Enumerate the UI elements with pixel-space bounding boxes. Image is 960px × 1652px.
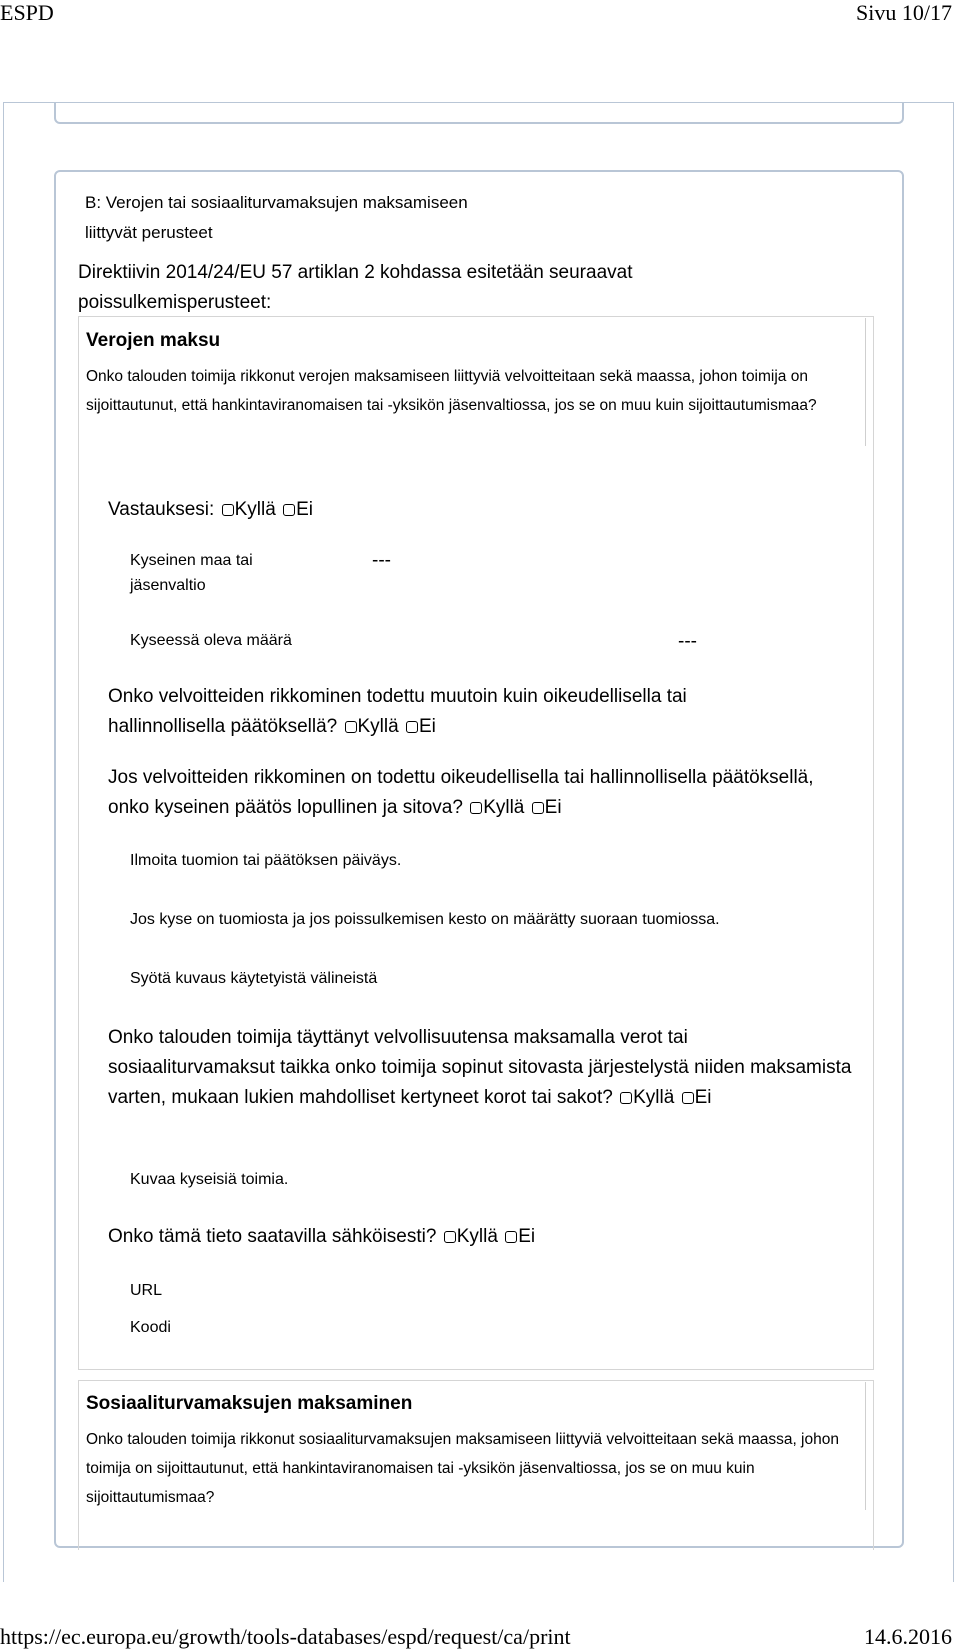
electronic-no-checkbox[interactable] xyxy=(505,1231,517,1243)
question-final-binding xyxy=(108,763,818,823)
tax-criterion-scroll-edge xyxy=(865,318,874,446)
document-title: ESPD xyxy=(0,0,54,25)
footer-date: 14.6.2016 xyxy=(864,1624,952,1649)
question-electronic xyxy=(108,1222,535,1252)
other-means-no-label: Ei xyxy=(418,716,436,737)
amount-value: --- xyxy=(678,631,697,652)
tax-heading: Verojen maksu xyxy=(86,330,221,351)
other-means-no-checkbox[interactable] xyxy=(406,721,418,733)
question-other-means xyxy=(108,682,768,742)
final-binding-yes-label: Kyllä xyxy=(483,797,525,818)
footer-url: https://ec.europa.eu/growth/tools-databases/espd/request/ca/print xyxy=(0,1624,571,1649)
answer-label: Vastauksesi: xyxy=(108,499,215,520)
no-label: Ei xyxy=(296,499,313,520)
section-b-title: B: Verojen tai sosiaaliturvamaksujen maksamiseen liittyvät perusteet xyxy=(85,193,468,242)
yes-checkbox[interactable] xyxy=(222,504,234,516)
final-binding-no-label: Ei xyxy=(544,797,562,818)
question-final-binding-text: Jos velvoitteiden rikkominen on todettu oikeudellisella tai hallinnollisella päätöksellä, onko kyseinen päätös lopullinen ja sitova? xyxy=(108,767,814,818)
question-fulfilled-text: Onko talouden toimija täyttänyt velvollisuutensa maksamalla verot tai sosiaaliturvamaksut taikka onko toimija sopinut sitovasta järjestelystä niiden maksamista varten, mukaan lukien mahdolliset kertyneet korot tai sakot? xyxy=(108,1027,852,1108)
electronic-yes-label: Kyllä xyxy=(456,1226,498,1247)
answer-row xyxy=(108,495,313,525)
fulfilled-yes-label: Kyllä xyxy=(633,1087,675,1108)
electronic-no-label: Ei xyxy=(518,1226,536,1247)
social-heading: Sosiaaliturvamaksujen maksaminen xyxy=(86,1393,413,1414)
other-means-yes-checkbox[interactable] xyxy=(345,721,357,733)
means-used-label: Syötä kuvaus käytetyistä välineistä xyxy=(130,970,378,987)
final-binding-yes-checkbox[interactable] xyxy=(470,802,482,814)
social-description: Onko talouden toimija rikkonut sosiaaliturvamaksujen maksamiseen liittyviä velvoitteitaan sekä maassa, johon toimija on sijoittautunut, että hankintaviranomaisen tai -yksikön jäsenvaltiossa, jos se on muu kuin sijoittautumismaa? xyxy=(86,1431,839,1506)
country-label: Kyseinen maa tai jäsenvaltio xyxy=(130,552,253,594)
exclusion-period-label: Jos kyse on tuomiosta ja jos poissulkemisen kesto on määrätty suoraan tuomiossa. xyxy=(130,911,720,928)
previous-panel-bottom xyxy=(54,102,904,124)
url-label: URL xyxy=(130,1282,163,1299)
directive-heading: Direktiivin 2014/24/EU 57 artiklan 2 kohdassa esitetään seuraavat poissulkemisperusteet: xyxy=(78,262,633,313)
final-binding-no-checkbox[interactable] xyxy=(532,802,544,814)
code-label: Koodi xyxy=(130,1319,171,1336)
fulfilled-no-label: Ei xyxy=(694,1087,712,1108)
decision-date-label: Ilmoita tuomion tai päätöksen päiväys. xyxy=(130,852,402,869)
yes-label: Kyllä xyxy=(234,499,276,520)
no-checkbox[interactable] xyxy=(283,504,295,516)
fulfilled-yes-checkbox[interactable] xyxy=(620,1092,632,1104)
country-value: --- xyxy=(372,550,391,571)
question-other-means-text: Onko velvoitteiden rikkominen todettu muutoin kuin oikeudellisella tai hallinnollisella päätöksellä? xyxy=(108,686,687,737)
page-number: Sivu 10/17 xyxy=(856,0,952,25)
social-criterion-scroll-edge xyxy=(865,1382,874,1510)
describe-measures-label: Kuvaa kyseisiä toimia. xyxy=(130,1171,289,1188)
electronic-yes-checkbox[interactable] xyxy=(444,1231,456,1243)
question-fulfilled xyxy=(108,1023,853,1113)
other-means-yes-label: Kyllä xyxy=(357,716,399,737)
tax-criterion-box xyxy=(78,316,874,1370)
tax-description: Onko talouden toimija rikkonut verojen maksamiseen liittyviä velvoitteitaan sekä maassa, johon toimija on sijoittautunut, että hankintaviranomaisen tai -yksikön jäsenvaltiossa, jos se on muu kuin sijoittautumismaa? xyxy=(86,368,817,414)
question-electronic-text: Onko tämä tieto saatavilla sähköisesti? xyxy=(108,1226,437,1247)
fulfilled-no-checkbox[interactable] xyxy=(682,1092,694,1104)
amount-label: Kyseessä oleva määrä xyxy=(130,632,292,649)
